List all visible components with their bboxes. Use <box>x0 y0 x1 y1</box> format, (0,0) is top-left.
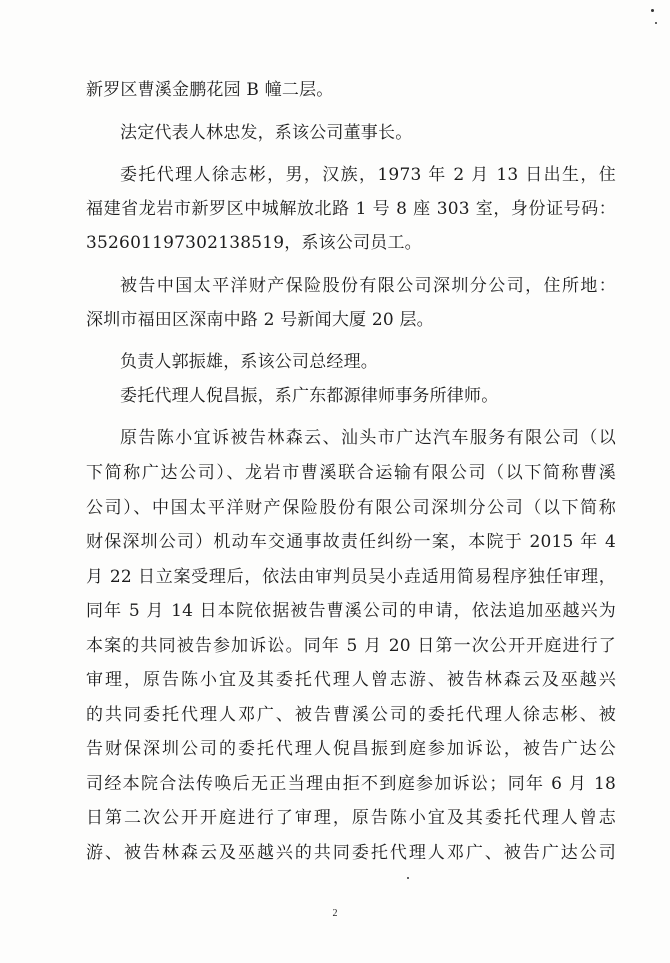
page-number: 2 <box>332 908 338 919</box>
scan-speck <box>651 9 654 12</box>
text-line: 告财保深圳公司的委托代理人倪昌振到庭参加诉讼，被告广达公 <box>86 739 616 759</box>
text-line: 深圳市福田区深南中路 2 号新闻大厦 20 层。 <box>86 310 434 330</box>
text-line: 日第二次公开开庭进行了审理，原告陈小宜及其委托代理人曾志 <box>86 808 616 828</box>
text-line: 同年 5 月 14 日本院依据被告曹溪公司的申请，依法追加巫越兴为 <box>86 601 616 621</box>
text-line: 被告中国太平洋财产保险股份有限公司深圳分公司，住所地： <box>120 276 616 296</box>
text-line: 法定代表人林忠发，系该公司董事长。 <box>120 123 413 143</box>
text-line: 352601197302138519，系该公司员工。 <box>86 233 422 253</box>
text-line: 的共同委托代理人邓广、被告曹溪公司的委托代理人徐志彬、被 <box>86 705 616 725</box>
text-line: 审理，原告陈小宜及其委托代理人曾志游、被告林森云及巫越兴 <box>86 670 616 690</box>
text-line: 福建省龙岩市新罗区中城解放北路 1 号 8 座 303 室，身份证号码： <box>86 199 616 219</box>
text-line: 公司）、中国太平洋财产保险股份有限公司深圳分公司（以下简称 <box>86 498 616 518</box>
text-line: 司经本院合法传唤后无正当理由拒不到庭参加诉讼；同年 6 月 18 <box>86 774 616 794</box>
text-line: 财保深圳公司）机动车交通事故责任纠纷一案，本院于 2015 年 4 <box>86 532 616 552</box>
scan-speck <box>407 877 409 879</box>
scan-speck <box>655 22 657 24</box>
text-line: 本案的共同被告参加诉讼。同年 5 月 20 日第一次公开开庭进行了 <box>86 636 616 656</box>
text-line: 月 22 日立案受理后，依法由审判员吴小垚适用简易程序独任审理， <box>86 567 616 587</box>
text-line: 委托代理人徐志彬，男，汉族，1973 年 2 月 13 日出生，住 <box>120 165 616 185</box>
text-line: 负责人郭振雄，系该公司总经理。 <box>120 352 378 372</box>
text-line: 游、被告林森云及巫越兴的共同委托代理人邓广、被告广达公司 <box>86 843 616 863</box>
text-line: 下简称广达公司）、龙岩市曹溪联合运输有限公司（以下简称曹溪 <box>86 463 616 483</box>
text-line: 委托代理人倪昌振，系广东都源律师事务所律师。 <box>120 386 499 406</box>
text-line: 原告陈小宜诉被告林森云、汕头市广达汽车服务有限公司（以 <box>120 428 616 448</box>
text-line: 新罗区曹溪金鹏花园 B 幢二层。 <box>86 80 334 100</box>
